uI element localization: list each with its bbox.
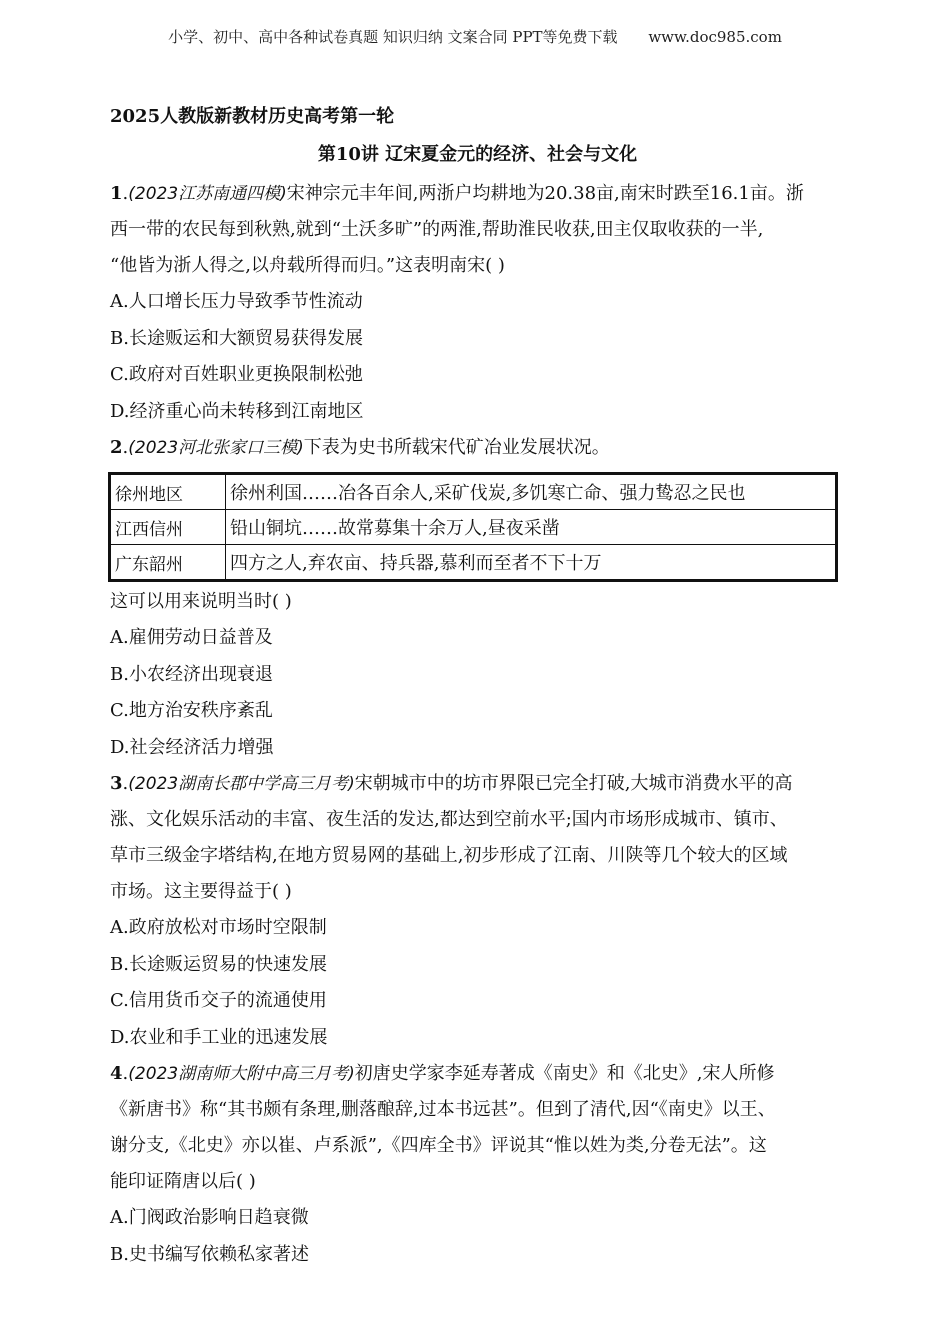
table-row — [110, 474, 837, 510]
question-4 — [110, 1056, 845, 1273]
question-source: (2023湖南长郡中学高三月考) — [128, 774, 355, 794]
doc-title: 2025人教版新教材历史高考第一轮 — [110, 106, 395, 127]
table-row — [110, 545, 837, 581]
question-number: 2 — [110, 437, 123, 458]
question-2 — [110, 430, 845, 766]
question-line: 草市三级金字塔结构,在地方贸易网的基础上,初步形成了江南、川陕等几个较大的区域 — [110, 845, 788, 866]
mining-table — [108, 472, 838, 582]
table-cell-region: 广东韶州 — [110, 545, 226, 581]
question-3 — [110, 766, 845, 1056]
option-b: B.小农经济出现衰退 — [110, 663, 273, 685]
table-cell-text: 徐州利国……冶各百余人,采矿伐炭,多饥寒亡命、强力鸷忍之民也 — [226, 474, 837, 510]
question-line: 市场。这主要得益于( ) — [110, 881, 292, 902]
question-line: 能印证隋唐以后( ) — [110, 1171, 256, 1192]
header-text: 小学、初中、高中各种试卷真题 知识归纳 文案合同 PPT等免费下载 — [168, 28, 618, 46]
document-body — [110, 102, 845, 1273]
option-d: D.农业和手工业的迅速发展 — [110, 1026, 328, 1048]
question-line: 初唐史学家李延寿著成《南史》和《北史》,宋人所修 — [354, 1063, 775, 1084]
question-number: 1 — [110, 183, 123, 204]
option-a: A.雇佣劳动日益普及 — [110, 627, 273, 648]
question-line: 西一带的农民每到秋熟,就到“土沃多旷”的两淮,帮助淮民收获,田主仅取收获的一半, — [110, 219, 764, 240]
question-text: 1.(2023江苏南通四模)宋神宗元丰年间,两浙户均耕地为20.38亩,南宋时跌至16.1亩。浙 — [110, 183, 804, 204]
header-site-link[interactable]: www.doc985.com — [648, 28, 782, 46]
question-line: 这可以用来说明当时( ) — [110, 591, 292, 612]
option-d: D.社会经济活力增强 — [110, 736, 274, 758]
question-source: (2023河北张家口三模) — [128, 438, 304, 458]
question-source: (2023湖南师大附中高三月考) — [128, 1064, 355, 1084]
table-row — [110, 510, 837, 545]
question-number: 3 — [110, 773, 123, 794]
question-line: “他皆为浙人得之,以舟载所得而归。”这表明南宋( ) — [110, 255, 505, 276]
question-line: 宋神宗元丰年间,两浙户均耕地为20.38亩,南宋时跌至16.1亩。浙 — [286, 183, 804, 204]
question-line: 涨、文化娱乐活动的丰富、夜生活的发达,都达到空前水平;国内市场形成城市、镇市、 — [110, 809, 788, 830]
option-a: A.门阀政治影响日趋衰微 — [110, 1207, 309, 1228]
option-a: A.政府放松对市场时空限制 — [110, 917, 327, 938]
question-1 — [110, 176, 845, 430]
option-c: C.信用货币交子的流通使用 — [110, 990, 327, 1011]
table-cell-region: 徐州地区 — [110, 474, 226, 510]
option-b: B.长途贩运贸易的快速发展 — [110, 953, 327, 975]
question-text: 2.(2023河北张家口三模)下表为史书所载宋代矿冶业发展状况。 — [110, 437, 610, 458]
question-line: 宋朝城市中的坊市界限已完全打破,大城市消费水平的高 — [354, 773, 793, 794]
option-c: C.政府对百姓职业更换限制松弛 — [110, 364, 363, 385]
option-c: C.地方治安秩序紊乱 — [110, 700, 273, 721]
question-source: (2023江苏南通四模) — [128, 184, 287, 204]
question-line: 谢分支,《北史》亦以崔、卢系派”,《四库全书》评说其“惟以姓为类,分卷无法”。这 — [110, 1135, 767, 1156]
table-cell-region: 江西信州 — [110, 510, 226, 545]
question-number: 4 — [110, 1063, 123, 1084]
page-header — [0, 26, 950, 47]
option-b: B.长途贩运和大额贸易获得发展 — [110, 327, 363, 349]
table-cell-text: 四方之人,弃农亩、持兵器,慕利而至者不下十万 — [226, 545, 837, 581]
option-d: D.经济重心尚未转移到江南地区 — [110, 400, 364, 422]
option-a: A.人口增长压力导致季节性流动 — [110, 291, 363, 312]
question-line: 下表为史书所载宋代矿冶业发展状况。 — [303, 437, 610, 458]
question-line: 《新唐书》称“其书颇有条理,删落酿辞,过本书远甚”。但到了清代,因“《南史》以王、 — [110, 1099, 776, 1120]
question-text: 4.(2023湖南师大附中高三月考)初唐史学家李延寿著成《南史》和《北史》,宋人所修 — [110, 1063, 775, 1084]
table-cell-text: 铅山铜坑……故常募集十余万人,昼夜采凿 — [226, 510, 837, 545]
option-b: B.史书编写依赖私家著述 — [110, 1243, 309, 1265]
question-text: 3.(2023湖南长郡中学高三月考)宋朝城市中的坊市界限已完全打破,大城市消费水平的高 — [110, 773, 793, 794]
lecture-title: 第10讲 辽宋夏金元的经济、社会与文化 — [317, 144, 638, 165]
